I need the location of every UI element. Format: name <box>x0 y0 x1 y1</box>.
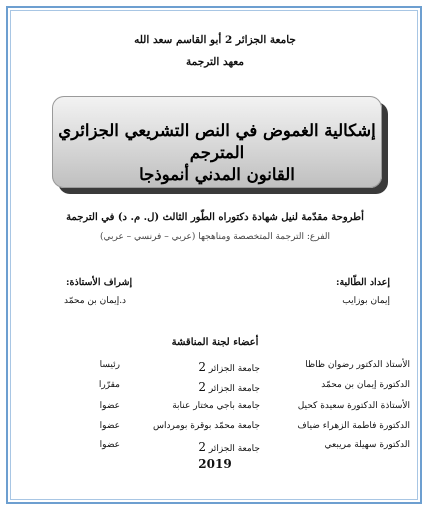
member-name: الأستاذ الدكتور رضوان ظاظا <box>305 360 410 370</box>
university-name: جامعة الجزائر 2 أبو القاسم سعد الله <box>134 34 296 46</box>
thesis-title-line2: القانون المدني أنموذجا <box>139 165 295 184</box>
thesis-year: 2019 <box>198 457 232 471</box>
supervisor-label: إشراف الأستاذة: <box>66 277 133 288</box>
member-university: جامعة محمّد بوقرة بومرداس <box>152 421 260 431</box>
member-university: جامعة الجزائر 2 <box>198 380 260 394</box>
member-role: عضوا <box>99 421 120 431</box>
member-university: جامعة الجزائر 2 <box>198 440 260 454</box>
member-university: جامعة الجزائر 2 <box>198 360 260 374</box>
supervisor-name: د.إيمان بن محمّد <box>64 296 127 306</box>
member-name: الدكتورة فاطمة الزهراء ضياف <box>297 421 410 431</box>
committee-row <box>20 401 410 415</box>
title-banner <box>52 96 382 188</box>
member-role: عضوا <box>99 440 120 450</box>
institute-name: معهد الترجمة <box>186 56 244 68</box>
thesis-branch: الفرع: الترجمة المتخصصة ومناهجها (عربي – فرنسي – عربي) <box>99 232 331 242</box>
member-name: الأستاذة الدكتورة سعيدة كحيل <box>297 401 410 411</box>
committee-row <box>20 421 410 435</box>
student-name: إيمان بوزايب <box>342 296 390 306</box>
member-name: الدكتورة إيمان بن محمّد <box>321 380 410 390</box>
committee-row <box>20 380 410 394</box>
committee-row <box>20 360 410 374</box>
member-role: مقرّرا <box>98 380 120 390</box>
member-university: جامعة باجي مختار عنابة <box>172 401 260 411</box>
member-name: الدكتورة سهيلة مريبعي <box>324 440 410 450</box>
committee-heading: أعضاء لجنة المناقشة <box>171 337 259 348</box>
committee-row <box>20 440 410 454</box>
member-role: عضوا <box>99 401 120 411</box>
member-role: رئيسا <box>99 360 120 370</box>
student-label: إعداد الطّالبة: <box>335 277 390 288</box>
thesis-title <box>52 120 382 186</box>
thesis-title-line1: إشكالية الغموض في النص التشريعي الجزائري المترجم <box>58 121 376 162</box>
thesis-subtitle: أطروحة مقدّمة لنيل شهادة دكتوراه الطّور الثالث (ل. م. د) في الترجمة <box>66 212 364 223</box>
